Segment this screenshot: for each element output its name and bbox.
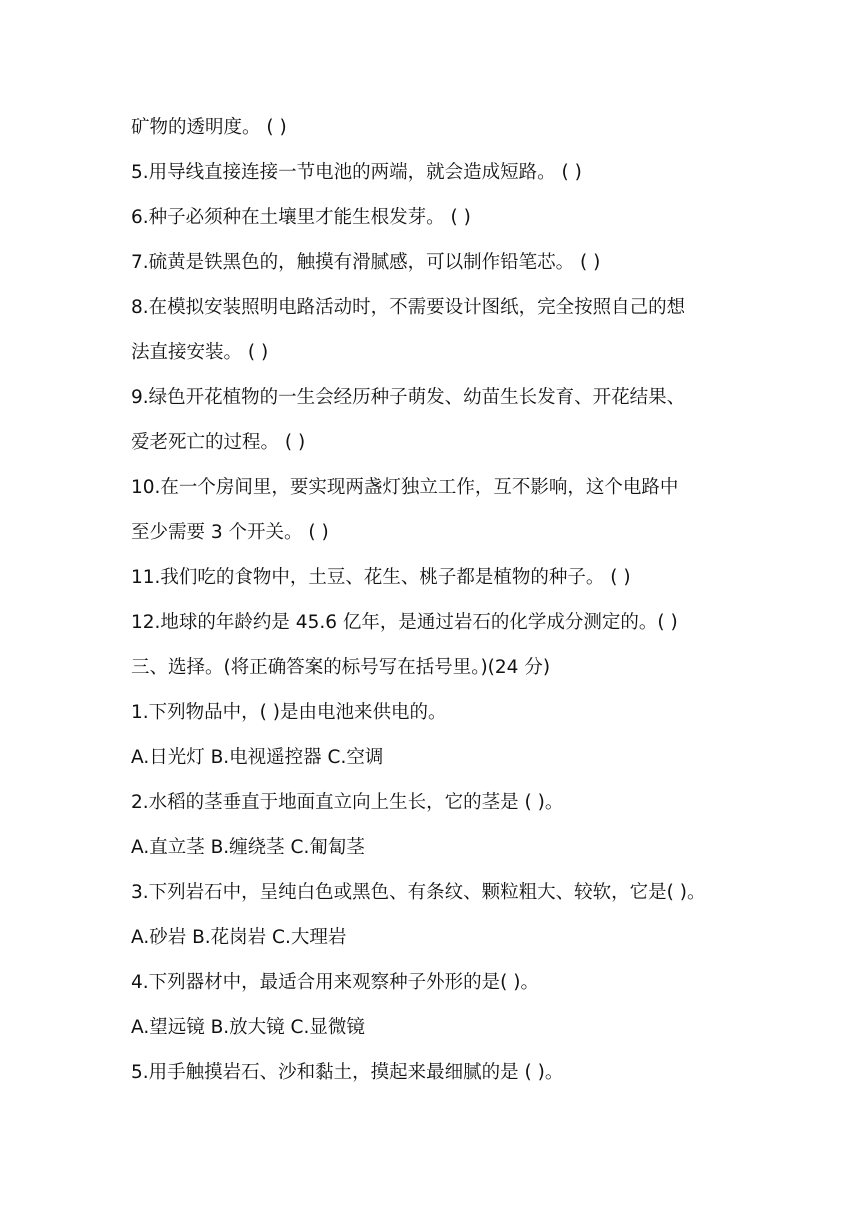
choice-3-options: A.砂岩 B.花岗岩 C.大理岩 — [131, 927, 347, 948]
choice-2-options: A.直立茎 B.缠绕茎 C.匍匐茎 — [131, 837, 365, 858]
choice-4: 4.下列器材中，最适合用来观察种子外形的是( )。 — [131, 972, 539, 993]
judge-12: 12.地球的年龄约是 45.6 亿年，是通过岩石的化学成分测定的。( ) — [131, 612, 678, 633]
choice-3: 3.下列岩石中，呈纯白色或黑色、有条纹、颗粒粗大、较软，它是( )。 — [131, 882, 706, 903]
choice-1: 1.下列物品中，( )是由电池来供电的。 — [131, 702, 447, 723]
choice-4-options: A.望远镜 B.放大镜 C.显微镜 — [131, 1017, 365, 1038]
judge-7: 7.硫黄是铁黑色的，触摸有滑腻感，可以制作铅笔芯。 ( ) — [131, 252, 601, 273]
question-list — [131, 105, 741, 1095]
judge-6: 6.种子必须种在土壤里才能生根发芽。 ( ) — [131, 207, 471, 228]
judge-4-continued: 矿物的透明度。 ( ) — [131, 117, 287, 138]
choice-2: 2.水稻的茎垂直于地面直立向上生长，它的茎是 ( )。 — [131, 792, 564, 813]
judge-9-continued: 爱老死亡的过程。 ( ) — [131, 432, 306, 453]
judge-10-continued: 至少需要 3 个开关。 ( ) — [131, 522, 329, 543]
judge-10: 10.在一个房间里，要实现两盏灯独立工作，互不影响，这个电路中 — [131, 477, 679, 498]
choice-5: 5.用手触摸岩石、沙和黏土，摸起来最细腻的是 ( )。 — [131, 1062, 564, 1083]
choice-1-options: A.日光灯 B.电视遥控器 C.空调 — [131, 747, 384, 768]
judge-5: 5.用导线直接连接一节电池的两端，就会造成短路。 ( ) — [131, 162, 582, 183]
judge-8: 8.在模拟安装照明电路活动时，不需要设计图纸，完全按照自己的想 — [131, 297, 686, 318]
judge-11: 11.我们吃的食物中，土豆、花生、桃子都是植物的种子。 ( ) — [131, 567, 631, 588]
section-heading-choice: 三、选择。(将正确答案的标号写在括号里。)(24 分) — [131, 657, 551, 678]
judge-8-continued: 法直接安装。 ( ) — [131, 342, 269, 363]
judge-9: 9.绿色开花植物的一生会经历种子萌发、幼苗生长发育、开花结果、 — [131, 387, 686, 408]
